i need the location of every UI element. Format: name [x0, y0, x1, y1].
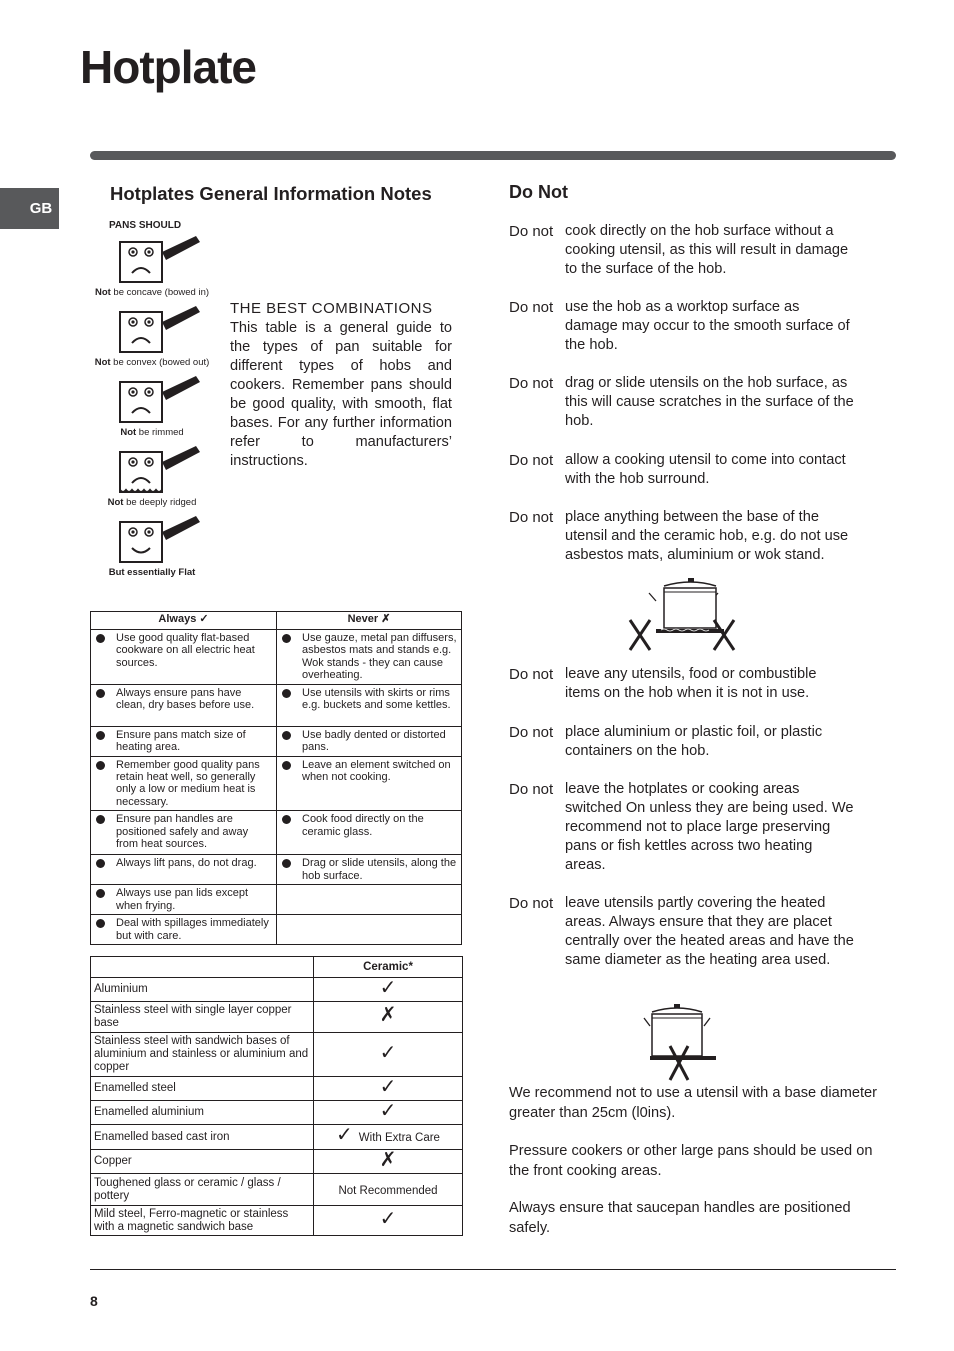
section-heading: Hotplates General Information Notes	[110, 183, 432, 204]
always-cell	[91, 756, 277, 811]
bullet-icon	[96, 919, 105, 928]
table-row	[91, 756, 462, 811]
bullet-icon	[282, 815, 291, 824]
table-row	[91, 978, 463, 1002]
ceramic-value-cell	[314, 1174, 463, 1206]
ceramic-value-cell	[314, 978, 463, 1002]
table-row	[91, 630, 462, 685]
do-not-item	[509, 780, 855, 875]
table-row	[91, 1002, 463, 1033]
always-text: Ensure pan handles are positioned safely and away from heat sources.	[116, 813, 249, 851]
table-row	[91, 1101, 463, 1125]
do-not-item	[509, 894, 855, 970]
table-row	[91, 1150, 463, 1174]
never-cell	[277, 684, 462, 726]
page-title: Hotplate	[80, 41, 256, 93]
do-not-item	[509, 665, 855, 703]
table-row	[91, 1077, 463, 1101]
suitability-mark: ✓	[379, 1075, 397, 1098]
table-row	[91, 1174, 463, 1206]
pan-caption: Not be concave (bowed in)	[94, 287, 210, 298]
always-cell	[91, 811, 277, 855]
do-not-text: leave utensils partly covering the heated areas. Always ensure that they are placet centrally over the heated areas and have the same diameter as the heating area used.	[565, 895, 854, 968]
pan-icon	[116, 514, 202, 568]
suitability-mark: ✓	[379, 1207, 397, 1230]
do-not-item	[509, 508, 855, 565]
bullet-icon	[96, 634, 105, 643]
material-cell: Copper	[91, 1150, 314, 1174]
table-row	[91, 885, 462, 915]
do-not-text: place anything between the base of the utensil and the ceramic hob, e.g. do not use asbestos mats, aluminium or wok stand.	[565, 509, 849, 563]
never-text: Drag or slide utensils, along the hob surface.	[302, 857, 457, 882]
recommendation-text: Always ensure that saucepan handles are positioned safely.	[509, 1200, 851, 1236]
bullet-icon	[96, 731, 105, 740]
always-cell	[91, 915, 277, 945]
never-header: Never ✗	[277, 612, 462, 630]
never-cell	[277, 915, 462, 945]
ceramic-value-cell	[314, 1033, 463, 1077]
ceramic-value-cell	[314, 1125, 463, 1150]
ceramic-value-cell	[314, 1077, 463, 1101]
always-text: Use good quality flat-based cookware on all electric heat sources.	[116, 632, 255, 669]
always-text: Deal with spillages immediately but with care.	[116, 917, 269, 942]
material-cell: Mild steel, Ferro-magnetic or stainless with a magnetic sandwich base	[91, 1206, 314, 1236]
do-not-text: leave any utensils, food or combustible items on the hob when it is not in use.	[565, 666, 817, 701]
always-text: Always ensure pans have clean, dry bases before use.	[116, 686, 255, 712]
bullet-icon	[96, 689, 105, 698]
bullet-icon	[96, 859, 105, 868]
material-cell: Enamelled aluminium	[91, 1101, 314, 1125]
table-row	[91, 1125, 463, 1150]
do-not-text: cook directly on the hob surface without a cooking utensil, as this will result in damage to the surface of the hob.	[565, 223, 849, 277]
do-not-item	[509, 374, 855, 431]
never-text: Use gauze, metal pan diffusers, asbestos mats and stands e.g. Wok stands - they can cause overheating.	[302, 632, 457, 682]
do-not-label: Do not	[509, 724, 554, 741]
bullet-icon	[96, 761, 105, 770]
best-combinations-text: This table is a general guide to the types of pan suitable for different types of hobs and cookers. Remember pans should be good quality, with smooth, flat bases. For any further information refer to manufacturers’ instructions.	[230, 320, 452, 469]
never-cell	[277, 885, 462, 915]
small-pan-illustration	[640, 1000, 722, 1084]
bullet-icon	[96, 815, 105, 824]
ceramic-table	[90, 956, 463, 1236]
never-cell	[277, 855, 462, 885]
never-cell	[277, 726, 462, 756]
table-row	[91, 726, 462, 756]
bullet-icon	[282, 731, 291, 740]
do-not-label: Do not	[509, 223, 554, 240]
suitability-mark: ✓	[379, 1099, 397, 1122]
never-cell	[277, 756, 462, 811]
best-combinations-heading: THE BEST COMBINATIONS	[230, 300, 433, 317]
do-not-text: drag or slide utensils on the hob surface, as this will cause scratches in the surface of the hob.	[565, 375, 854, 429]
do-not-label: Do not	[509, 375, 554, 392]
material-cell: Enamelled based cast iron	[91, 1125, 314, 1150]
never-cell	[277, 630, 462, 685]
ceramic-value-cell	[314, 1101, 463, 1125]
table-row	[91, 684, 462, 726]
do-not-text: allow a cooking utensil to come into contact with the hob surround.	[565, 452, 846, 487]
ceramic-header: Ceramic*	[314, 957, 463, 978]
pan-icon	[116, 374, 202, 428]
do-not-item	[509, 723, 855, 761]
recommendation-text: We recommend not to use a utensil with a base diameter greater than 25cm (l0ins).	[509, 1085, 878, 1121]
do-not-item	[509, 222, 855, 279]
do-not-item	[509, 298, 855, 355]
ceramic-value-cell	[314, 1206, 463, 1236]
suitability-mark: ✓	[379, 1041, 397, 1064]
do-not-item	[509, 451, 855, 489]
always-cell	[91, 684, 277, 726]
material-cell: Stainless steel with sandwich bases of aluminium and stainless or aluminium and copper	[91, 1033, 314, 1077]
bullet-icon	[96, 889, 105, 898]
never-text: Use badly dented or distorted pans.	[302, 728, 446, 754]
material-cell: Enamelled steel	[91, 1077, 314, 1101]
pan-caption: Not be deeply ridged	[107, 497, 197, 508]
never-text: Use utensils with skirts or rims e.g. buckets and some kettles.	[302, 686, 451, 712]
never-cell	[277, 811, 462, 855]
always-header: Always ✓	[91, 612, 277, 630]
always-text: Always use pan lids except when frying.	[116, 887, 249, 912]
table-row	[91, 811, 462, 855]
do-not-text: place aluminium or plastic foil, or plastic containers on the hob.	[565, 724, 823, 759]
suitability-mark: ✓	[336, 1124, 353, 1146]
do-not-label: Do not	[509, 452, 554, 469]
material-cell: Toughened glass or ceramic / glass / pottery	[91, 1174, 314, 1206]
always-cell	[91, 885, 277, 915]
always-cell	[91, 855, 277, 885]
suitability-note: Not Recommended	[338, 1184, 438, 1197]
table-row	[91, 855, 462, 885]
pan-icon	[116, 304, 202, 358]
footer-divider	[90, 1269, 896, 1270]
do-not-label: Do not	[509, 781, 554, 798]
always-cell	[91, 726, 277, 756]
pan-caption: Not be convex (bowed out)	[94, 357, 210, 368]
pan-on-stand-illustration	[626, 574, 744, 656]
do-not-text: leave the hotplates or cooking areas switched On unless they are being used. We recommend not to place large preserving pans or fish kettles across two heating areas.	[565, 781, 854, 873]
suitability-mark: ✗	[379, 1004, 397, 1026]
bullet-icon	[282, 689, 291, 698]
ceramic-value-cell	[314, 1150, 463, 1174]
always-text: Always lift pans, do not drag.	[116, 857, 257, 870]
never-text: Leave an element switched on when not cooking.	[302, 758, 451, 784]
always-never-table	[90, 611, 462, 945]
bullet-icon	[282, 761, 291, 770]
table-row	[91, 915, 462, 945]
bullet-icon	[282, 634, 291, 643]
do-not-label: Do not	[509, 509, 554, 526]
recommendation-text: Pressure cookers or other large pans should be used on the front cooking areas.	[509, 1143, 873, 1179]
table-row	[91, 1033, 463, 1077]
do-not-text: use the hob as a worktop surface as damage may occur to the smooth surface of the hob.	[565, 299, 850, 353]
always-text: Remember good quality pans retain heat well, so generally only a low or medium heat is necessary.	[116, 758, 260, 808]
do-not-label: Do not	[509, 299, 554, 316]
material-header	[91, 957, 314, 978]
never-text: Cook food directly on the ceramic glass.	[302, 813, 424, 838]
pan-caption: But essentially Flat	[108, 567, 196, 578]
table-row	[91, 1206, 463, 1236]
suitability-mark: ✓	[379, 976, 397, 999]
suitability-note: With Extra Care	[358, 1132, 440, 1144]
suitability-mark: ✗	[379, 1148, 397, 1171]
do-not-label: Do not	[509, 895, 554, 912]
do-not-heading: Do Not	[509, 182, 568, 202]
header-divider	[90, 151, 896, 160]
page-number: 8	[90, 1293, 98, 1309]
pans-should-label: PANS SHOULD	[109, 220, 182, 231]
pan-icon	[116, 234, 202, 288]
pan-icon	[116, 444, 202, 498]
bullet-icon	[282, 859, 291, 868]
pan-caption: Not be rimmed	[120, 427, 184, 438]
do-not-label: Do not	[509, 666, 554, 683]
ceramic-value-cell	[314, 1002, 463, 1033]
material-cell: Stainless steel with single layer copper base	[91, 1002, 314, 1033]
always-text: Ensure pans match size of heating area.	[116, 728, 246, 754]
language-tab: GB	[0, 188, 59, 229]
always-cell	[91, 630, 277, 685]
material-cell: Aluminium	[91, 978, 314, 1002]
